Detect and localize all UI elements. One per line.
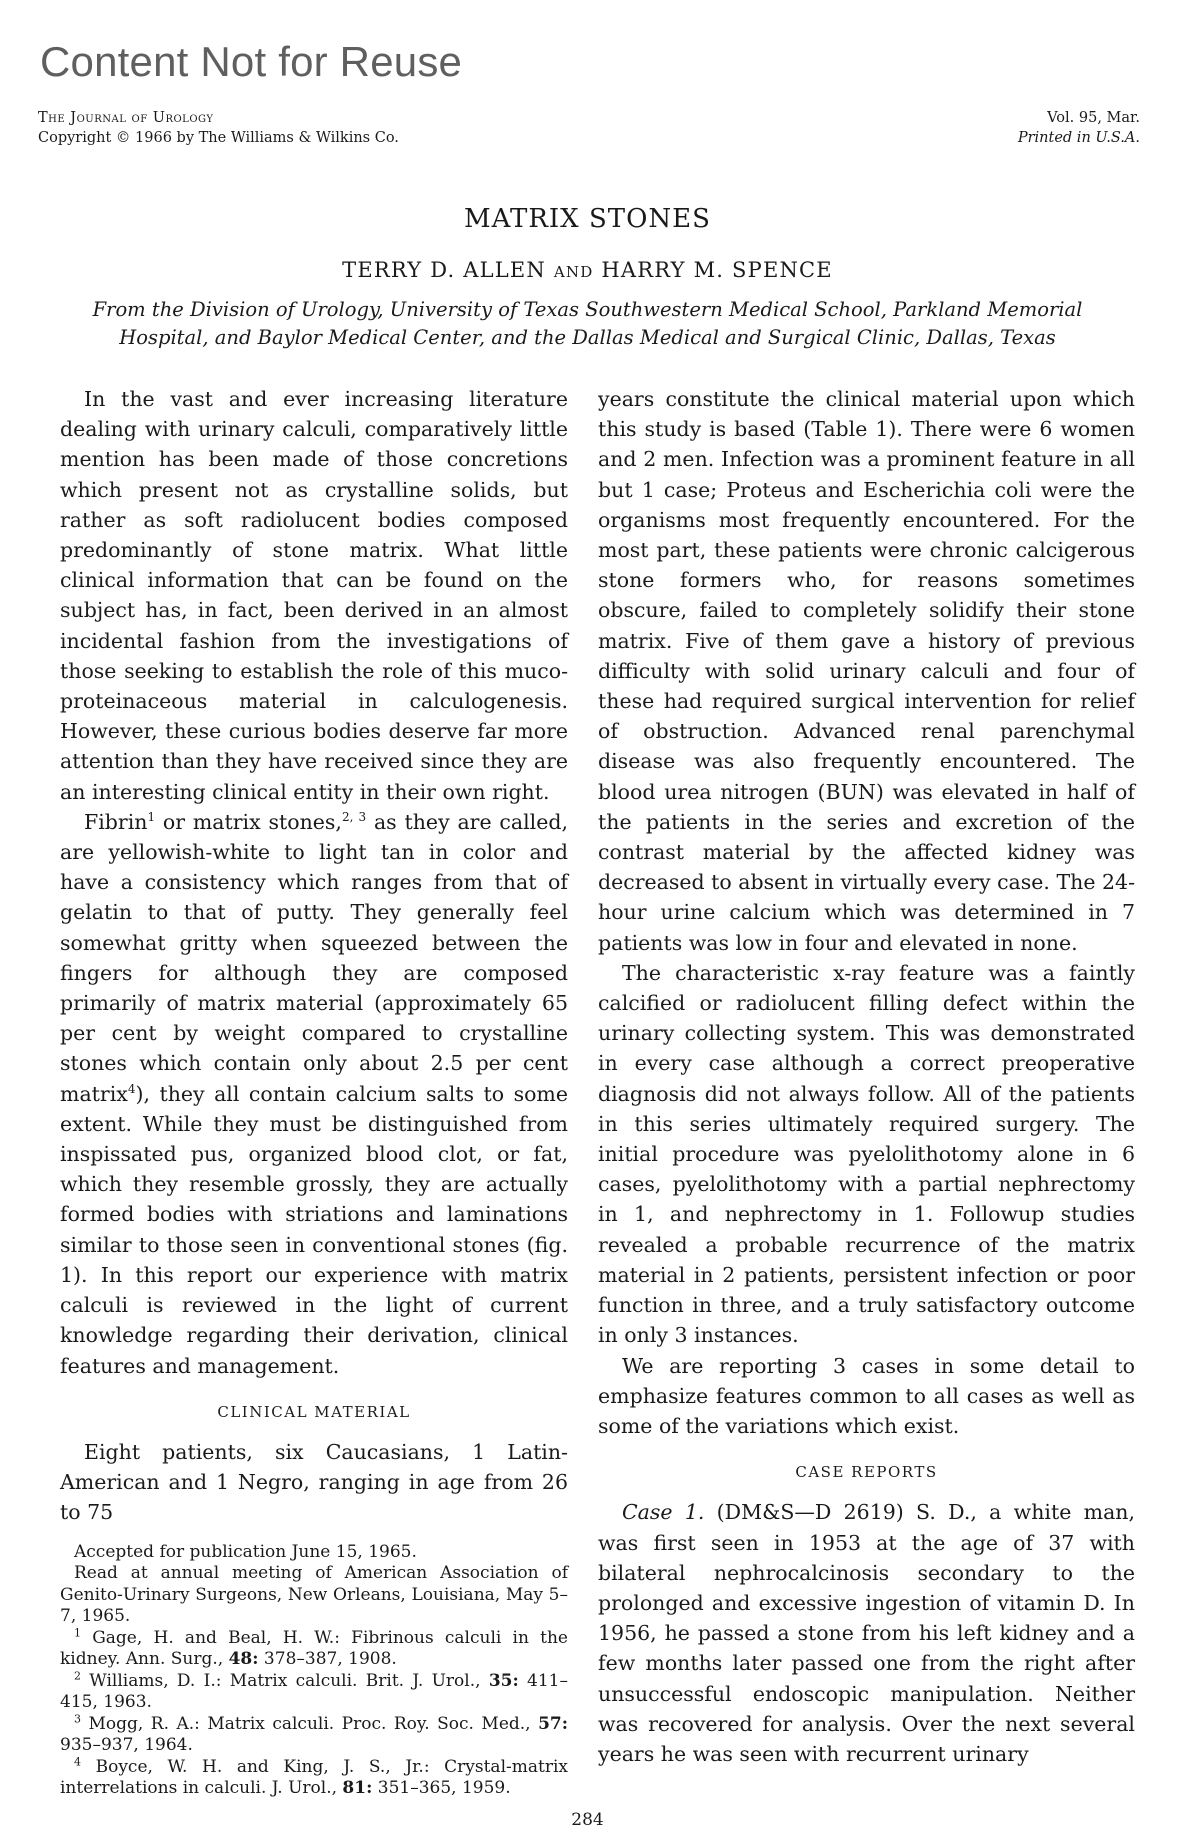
case-1-paragraph bbox=[598, 1497, 1135, 1769]
ref-number: 2 bbox=[74, 1668, 81, 1682]
ref-text: Williams, D. I.: Matrix calculi. Brit. J. Urol., bbox=[81, 1670, 489, 1691]
clinical-paragraph-3: We are reporting 3 cases in some detail to emphasize features common to all cases as well as some of the variations which exist. bbox=[598, 1353, 1135, 1438]
ref-text: Mogg, R. A.: Matrix calculi. Proc. Roy. Soc. Med., bbox=[81, 1713, 539, 1734]
reference-4 bbox=[60, 1754, 568, 1800]
affiliation-line-1: From the Division of Urology, University of Texas Southwestern Medical School, Parkland Memorial bbox=[92, 298, 1083, 321]
copyright-line: Copyright © 1966 by The Williams & Wilkins Co. bbox=[38, 130, 399, 146]
volume-info: Vol. 95, Mar. bbox=[1047, 110, 1140, 126]
citation-sup: 4 bbox=[127, 1081, 136, 1096]
author-line bbox=[0, 258, 1175, 282]
clinical-paragraph-1-continued: years constitute the clinical material upon which this study is based (Table 1). There were 6 women and 2 men. Infection was a prominent feature in all but 1 case; Proteus and Escherichia coli were the organisms most frequently encountered. For the most part, these patients were chronic calcigerous stone formers who, for reasons sometimes obscure, failed to completely solidify their stone matrix. Five of them gave a history of previous difficulty with solid urinary calculi and four of these had required surgical intervention for relief of obstruction. Advanced renal parenchymal disease was also frequently encountered. The blood urea nitrogen (BUN) was elevated in half of the patients in the series and excretion of the contrast material by the affected kidney was decreased to absent in virtually every case. The 24-hour urine calcium which was determined in 7 patients was low in four and elevated in none. bbox=[598, 387, 1135, 955]
ref-number: 3 bbox=[74, 1711, 81, 1725]
clinical-paragraph-1: Eight patients, six Caucasians, 1 Latin-American and 1 Negro, ranging in age from 26 to 75 bbox=[60, 1439, 568, 1525]
reference-3 bbox=[60, 1711, 568, 1757]
reference-2 bbox=[60, 1668, 569, 1714]
ref-volume: 81: bbox=[342, 1778, 373, 1799]
ref-text: 378–387, 1908. bbox=[258, 1649, 397, 1670]
text-run: or matrix stones, bbox=[155, 809, 342, 834]
affiliation bbox=[30, 296, 1145, 352]
text-run: as they are called, are yellowish-white to light tan in color and have a consistency which ranges from that of gelatin to that of putty. They generally feel somewhat gritty when squeezed between the fingers for although they are composed primarily of matrix material (approximately 65 per cent by weight compared to crystalline stones which contain only about 2.5 per cent matrix bbox=[60, 809, 568, 1106]
ref-number: 1 bbox=[74, 1625, 81, 1639]
reference-1 bbox=[60, 1625, 568, 1671]
ref-volume: 48: bbox=[228, 1649, 259, 1670]
ref-text: 351–365, 1959. bbox=[372, 1778, 511, 1799]
ref-text: 935–937, 1964. bbox=[60, 1735, 193, 1756]
author-1: TERRY D. ALLEN bbox=[342, 258, 546, 282]
watermark: Content Not for Reuse bbox=[40, 38, 463, 85]
footnote-accepted: Accepted for publication June 15, 1965. bbox=[74, 1541, 417, 1562]
author-2: HARRY M. SPENCE bbox=[601, 258, 833, 282]
footnote-read: Read at annual meeting of American Association of Genito-Urinary Surgeons, New Orleans, Louisiana, May 5–7, 1965. bbox=[60, 1563, 568, 1627]
ref-text: 411–415, 1963. bbox=[60, 1670, 569, 1713]
section-heading-clinical-material: CLINICAL MATERIAL bbox=[217, 1402, 411, 1421]
ref-volume: 35: bbox=[488, 1670, 519, 1691]
ref-text: Boyce, W. H. and King, J. S., Jr.: Crystal-matrix interrelations in calculi. J. Urol., bbox=[60, 1756, 568, 1799]
left-column bbox=[60, 384, 568, 1800]
running-header-right bbox=[1018, 108, 1140, 148]
intro-paragraph-1: In the vast and ever increasing literature dealing with urinary calculi, comparatively little mention has been made of those concretions which present not as crystalline solids, but rather as soft radiolucent bodies composed predominantly of stone matrix. What little clinical information that can be found on the subject has, in fact, been derived in an almost incidental fashion from the investigations of those seeking to establish the role of this muco-proteinaceous material in calculogenesis. However, these curious bodies deserve far more attention than they have received since they are an interesting clinical entity in their own right. bbox=[60, 387, 568, 804]
footnotes bbox=[60, 1542, 568, 1800]
section-heading-case-reports: CASE REPORTS bbox=[795, 1463, 938, 1482]
page-number: 284 bbox=[571, 1810, 604, 1830]
article-title: MATRIX STONES bbox=[464, 204, 711, 234]
printed-in: Printed in U.S.A. bbox=[1017, 130, 1140, 146]
case-label: Case 1. bbox=[622, 1500, 705, 1525]
text-run: ), they all contain calcium salts to some extent. While they must be distinguished from inspissated pus, organized blood clot, or fat, which they resemble grossly, they are actually formed bodies with striations and laminations similar to those seen in conventional stones (fig. 1). In this report our experience with matrix calculi is reviewed in the light of current knowledge regarding their derivation, clinical features and management. bbox=[60, 1081, 568, 1378]
running-header-left bbox=[38, 108, 399, 148]
journal-name: The Journal of Urology bbox=[38, 110, 214, 126]
ref-text: Gage, H. and Beal, H. W.: Fibrinous calculi in the kidney. Ann. Surg., bbox=[60, 1627, 568, 1670]
ref-volume: 57: bbox=[538, 1713, 568, 1734]
case-text: (DM&S—D 2619) S. D., a white man, was first seen in 1953 at the age of 37 with bilateral nephrocalcinosis secondary to the prolonged and excessive ingestion of vitamin D. In 1956, he passed a stone from his left kidney and a few months later passed one from the right after unsuccessful endoscopic manipulation. Neither was recovered for analysis. Over the next several years he was seen with recurrent urinary bbox=[598, 1500, 1136, 1766]
text-run: Fibrin bbox=[84, 809, 148, 834]
affiliation-line-2: Hospital, and Baylor Medical Center, and the Dallas Medical and Surgical Clinic, Dallas, Texas bbox=[119, 326, 1056, 349]
author-conjunction: AND bbox=[553, 263, 594, 281]
citation-sup: 2, 3 bbox=[341, 810, 367, 825]
right-column bbox=[598, 384, 1135, 1769]
ref-number: 4 bbox=[74, 1754, 81, 1768]
clinical-paragraph-2: The characteristic x-ray feature was a faintly calcified or radiolucent filling defect within the urinary collecting system. This was demonstrated in every case although a correct preoperative diagnosis did not always follow. All of the patients in this series ultimately required surgery. The initial procedure was pyelolithotomy alone in 6 cases, pyelolithotomy with a partial nephrectomy in 1, and nephrectomy in 1. Followup studies revealed a probable recurrence of the matrix material in 2 patients, persistent infection or poor function in three, and a truly satisfactory outcome in only 3 instances. bbox=[598, 960, 1135, 1348]
citation-sup: 1 bbox=[147, 810, 156, 825]
intro-paragraph-2 bbox=[60, 807, 568, 1381]
